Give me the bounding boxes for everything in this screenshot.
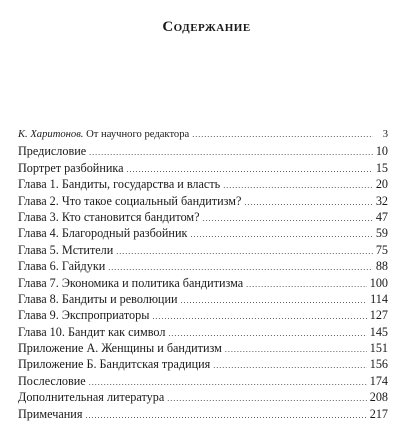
toc-entry-page: 114: [370, 291, 388, 306]
leader-dots: [192, 127, 373, 143]
leader-dots: [246, 277, 367, 293]
toc-entry-page: 15: [375, 160, 388, 175]
toc-entry-page: 10: [375, 144, 388, 159]
toc-entry: [18, 176, 388, 192]
toc-entry-page: 20: [375, 177, 388, 192]
leader-dots: [213, 358, 366, 374]
leader-dots: [190, 227, 372, 243]
toc-entry-page: 47: [375, 209, 388, 224]
leader-dots: [244, 195, 372, 211]
toc-entry-page: 32: [375, 193, 388, 208]
toc-entry-title: Глава 4. Благородный разбойник: [18, 226, 188, 241]
toc-entry-author: К. Харитонов.: [18, 129, 84, 140]
toc-entry-page: 208: [369, 390, 388, 405]
toc-entry-title: Примечания: [18, 406, 83, 421]
toc-entry: [18, 258, 388, 274]
toc-entry: [18, 356, 388, 372]
toc-entry-title: Глава 6. Гайдуки: [18, 259, 106, 274]
toc-entry: [18, 291, 388, 307]
toc-entry-title: Дополнительная литература: [18, 390, 165, 405]
toc-entry: [18, 307, 388, 323]
toc-entry-title: Глава 3. Кто становится бандитом?: [18, 209, 200, 224]
toc-entry-title: Предисловие: [18, 144, 87, 159]
leader-dots: [181, 293, 368, 309]
toc-entry: [18, 324, 388, 340]
toc-entry-page: 217: [369, 406, 388, 421]
toc-entry-page: 100: [369, 275, 388, 290]
toc-entry-page: 151: [369, 341, 388, 356]
leader-dots: [89, 145, 373, 161]
toc-entry: [18, 389, 388, 405]
toc-entry: [18, 275, 388, 291]
toc-entry-title: К. Харитонов. От научного редактора: [18, 129, 190, 140]
toc-entry: [18, 373, 388, 389]
toc-entry-title: Глава 2. Что такое социальный бандитизм?: [18, 193, 242, 208]
toc-entry: [18, 209, 388, 225]
leader-dots: [225, 342, 367, 358]
toc-entry-page: 156: [369, 357, 388, 372]
page-title: Содержание: [162, 19, 251, 36]
toc-entry-title: Глава 8. Бандиты и революции: [18, 291, 178, 306]
leader-dots: [152, 309, 366, 325]
toc-entry-title: Глава 1. Бандиты, государства и власть: [18, 177, 221, 192]
toc-entry: [18, 242, 388, 258]
toc-entry-title: Послесловие: [18, 373, 86, 388]
toc-entry: [18, 225, 388, 241]
toc-entry-page: 145: [369, 324, 388, 339]
toc-entry-title: Приложение А. Женщины и бандитизм: [18, 341, 222, 356]
toc-entry-page: 174: [369, 373, 388, 388]
toc-entry: [18, 406, 388, 422]
toc-entry-page: 88: [375, 259, 388, 274]
toc-entry: [18, 127, 388, 143]
toc-entry: [18, 340, 388, 356]
leader-dots: [167, 391, 366, 407]
toc-entry-page: 59: [375, 226, 388, 241]
toc-entry-title: Глава 9. Экспроприаторы: [18, 308, 150, 323]
leader-dots: [203, 211, 373, 227]
toc-entry-page: 3: [382, 129, 388, 140]
toc-entry-title: Глава 7. Экономика и политика бандитизма: [18, 275, 244, 290]
toc-entry-page: 75: [375, 242, 388, 257]
leader-dots: [85, 408, 366, 424]
toc-entry: [18, 160, 388, 176]
toc-entry: [18, 143, 388, 159]
toc-entry: [18, 193, 388, 209]
leader-dots: [116, 244, 373, 260]
toc-entry-page: 127: [369, 308, 388, 323]
toc-entry-title: Портрет разбойника: [18, 160, 124, 175]
leader-dots: [223, 178, 373, 194]
table-of-contents: [18, 127, 388, 422]
toc-entry-title: Глава 10. Бандит как символ: [18, 324, 166, 339]
toc-entry-title: Приложение Б. Бандитская традиция: [18, 357, 211, 372]
toc-entry-title: Глава 5. Мстители: [18, 242, 114, 257]
